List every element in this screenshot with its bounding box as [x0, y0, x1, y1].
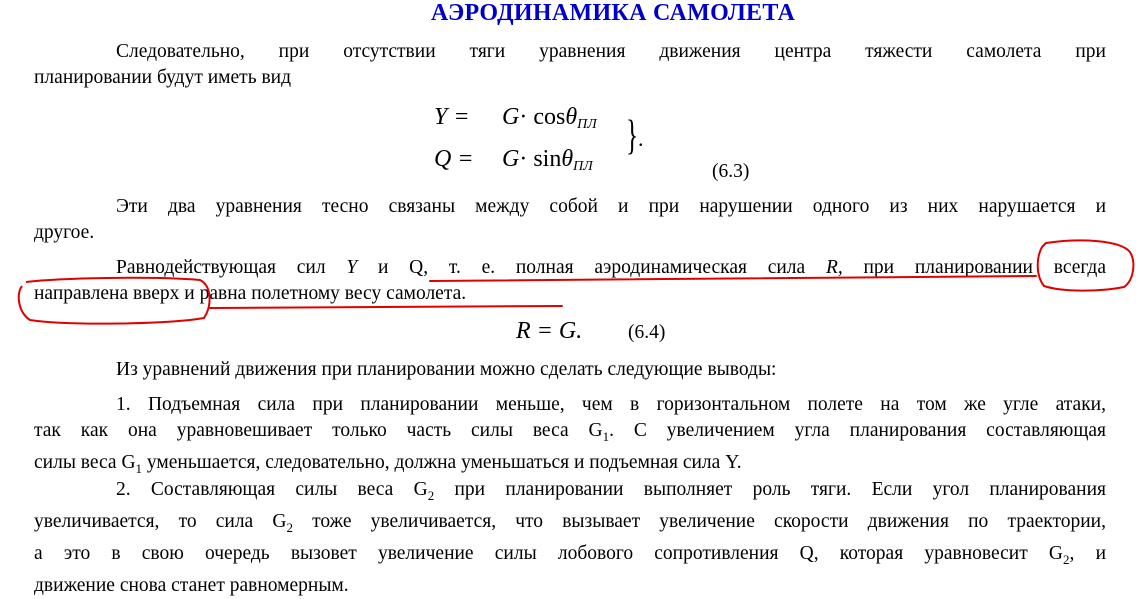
- paragraph-intro: [34, 39, 1106, 91]
- paragraph-line: планировании будут иметь вид: [34, 67, 292, 88]
- equation-lhs-y: Y =: [434, 104, 470, 130]
- paragraph-conclusions-intro: [34, 357, 1106, 383]
- equation-number-6-3: (6.3): [712, 161, 750, 182]
- paragraph-line: 1. Подъемная сила при планировании меньше, чем в горизонтальном полете на том же угле атаки,: [116, 394, 1106, 415]
- paragraph-conclusion-1: [34, 392, 1106, 482]
- paragraph-line: Из уравнений движения при планировании можно сделать следующие выводы:: [116, 359, 777, 380]
- equation-rhs-q: G· sinθ$_{ПЛ}$: [502, 146, 593, 174]
- paragraph-line: силы веса $G_1$ уменьшается, следовательно, должна уменьшаться и подъемная сила Y.: [34, 451, 742, 476]
- paragraph-coupling: [34, 194, 1106, 246]
- paragraph-line: Равнодействующая сил Y и Q, т. е. полная аэродинамическая сила R, при планировании всегда: [116, 257, 1106, 278]
- equation-brace: }: [626, 113, 639, 159]
- paragraph-line: а это в свою очередь вызовет увеличение силы лобового сопротивления Q, которая уравновесит $G_2$, и: [34, 542, 1107, 567]
- paragraph-line: направлена вверх и равна полетному весу самолета.: [34, 283, 467, 304]
- paragraph-line: движение снова станет равномерным.: [34, 574, 349, 596]
- page-title: АЭРОДИНАМИКА САМОЛЕТА: [430, 0, 796, 26]
- equation-number-6-4: (6.4): [628, 322, 666, 343]
- paragraph-line: другое.: [34, 222, 95, 243]
- paragraph-resultant: [34, 255, 1106, 307]
- equation-rhs-y: G· cosθ$_{ПЛ}$: [502, 104, 597, 132]
- equation-dot: .: [638, 126, 644, 151]
- equation-lhs-q: Q =: [434, 146, 474, 172]
- paragraph-line: увеличивается, то сила $G_2$ тоже увеличивается, что вызывает увеличение скорости движения по траектории,: [34, 510, 1106, 535]
- paragraph-line: Следовательно, при отсутствии тяги уравнения движения центра тяжести самолета при: [116, 41, 1106, 62]
- paragraph-line: 2. Составляющая силы веса $G_2$ при планировании выполняет роль тяги. Если угол планирования: [116, 479, 1106, 503]
- paragraph-line: так как она уравновешивает только часть силы веса $G_1$. С увеличением угла планирования составляющая: [34, 420, 1106, 444]
- paragraph-conclusion-2: [34, 477, 1106, 599]
- paragraph-line: Эти два уравнения тесно связаны между собой и при нарушении одного из них нарушается и: [116, 196, 1106, 217]
